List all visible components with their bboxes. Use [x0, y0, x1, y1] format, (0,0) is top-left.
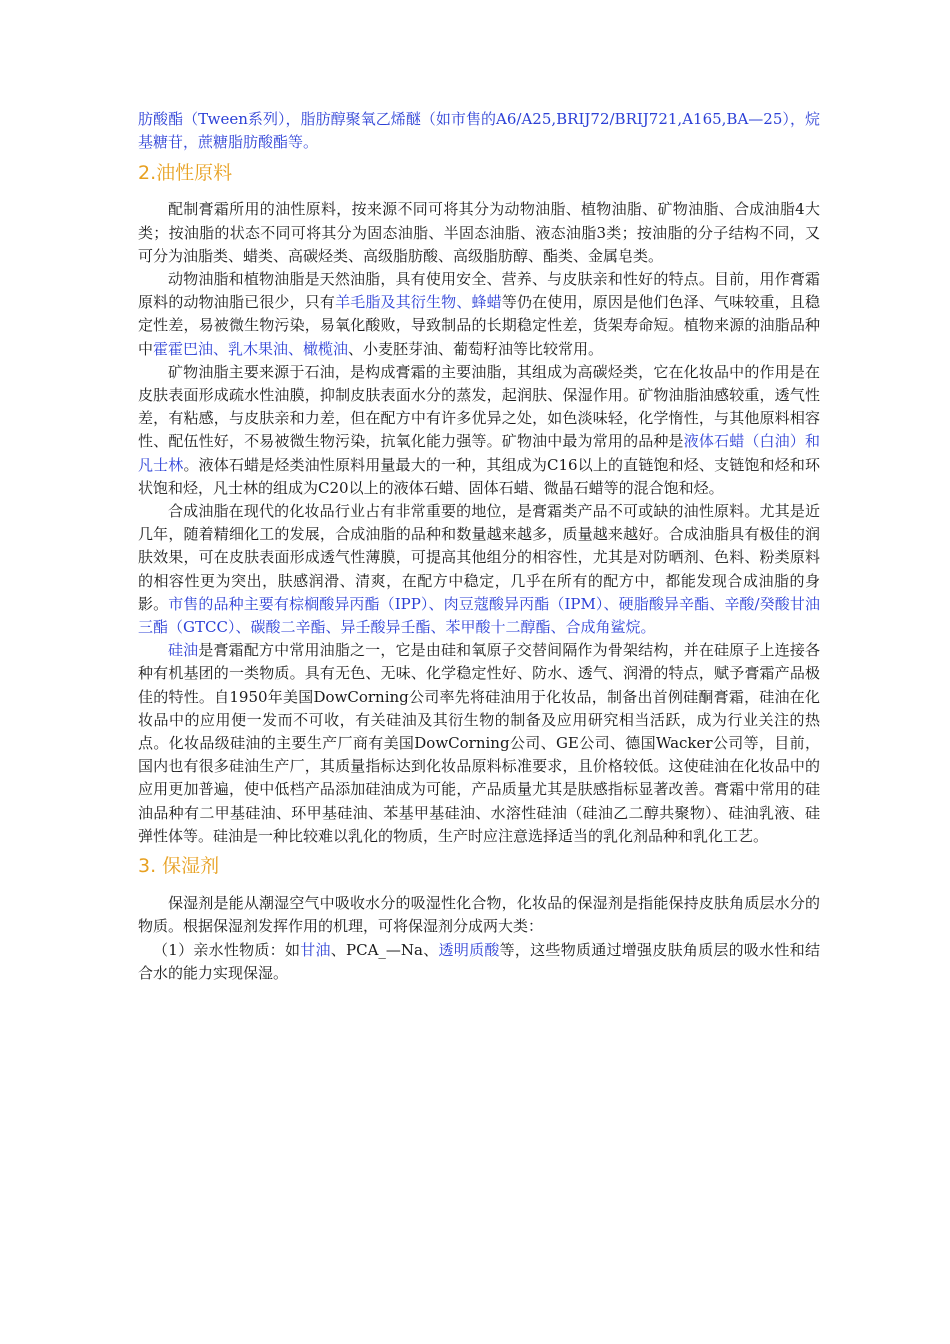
section-heading-humectants: 3. 保湿剂: [138, 855, 220, 878]
highlight-jojoba-shea-olive: 霍霍巴油、乳木果油、橄榄油: [153, 339, 349, 358]
document-page: [138, 108, 820, 985]
text-span: 矿物油脂主要来源于石油，是构成膏霜的主要油脂，其组成为高碳烃类，它在化妆品中的作用是在皮肤表面形成疏水性油膜，抑制皮肤表面水分的蒸发，起润肤、保湿作用。矿物油脂油感较重，透气性差，有粘感，与皮肤亲和力差，但在配方中有许多优异之处，如色淡味轻，化学惰性，与其他原料相容性、配伍性好，不易被微生物污染，抗氧化能力强等。矿物油中最为常用的品种是: [138, 362, 820, 451]
paragraph-mineral-oils: [138, 361, 820, 500]
text-span: 是膏霜配方中常用油脂之一，它是由硅和氧原子交替间隔作为骨架结构，并在硅原子上连接各种有机基团的一类物质。具有无色、无味、化学稳定性好、防水、透气、润滑的特点，赋予膏霜产品极佳的特性。自1950年美国DowCorning公司率先将硅油用于化妆品，制备出首例硅酮膏霜，硅油在化妆品中的应用便一发而不可收，有关硅油及其衍生物的制备及应用研究相当活跃，成为行业关注的热点。化妆品级硅油的主要生产厂商有美国DowCorning公司、GE公司、德国Wacker公司等，目前，国内也有很多硅油生产厂，其质量指标达到化妆品原料标准要求，且价格较低。这使硅油在化妆品中的应用更加普遍，使中低档产品添加硅油成为可能，产品质量尤其是肤感指标显著改善。膏霜中常用的硅油品种有二甲基硅油、环甲基硅油、苯基甲基硅油、水溶性硅油（硅油乙二醇共聚物）、硅油乳液、硅弹性体等。硅油是一种比较难以乳化的物质，生产时应注意选择适当的乳化剂品种和乳化工艺。: [138, 641, 820, 845]
intro-text: 肪酸酯（Tween系列），脂肪醇聚氧乙烯醚（如市售的A6/A25,BRIJ72/BRIJ721,A165,BA—25），烷基糖苷，蔗糖脂肪酸酯等。: [138, 110, 820, 152]
highlight-synthetic-products: 市售的品种主要有棕榈酸异丙酯（IPP）、肉豆蔻酸异丙酯（IPM）、硬脂酸异辛酯、辛酸/癸酸甘油三酯（GTCC）、碳酸二辛酯、异壬酸异壬酯、苯甲酸十二醇酯、合成角鲨烷。: [138, 594, 820, 637]
paragraph-humectant-definition: 保湿剂是能从潮湿空气中吸收水分的吸湿性化合物，化妆品的保湿剂是指能保持皮肤角质层水分的物质。根据保湿剂发挥作用的机理，可将保湿剂分成两大类：: [138, 894, 820, 936]
text-span: 、PCA_—Na、: [330, 940, 439, 959]
highlight-hyaluronic-acid: 透明质酸: [438, 940, 500, 959]
paragraph-animal-plant-oils: [138, 268, 820, 361]
text-span: 合成油脂在现代的化妆品行业占有非常重要的地位，是膏霜类产品不可或缺的油性原料。尤其是近几年，随着精细化工的发展，合成油脂的品种和数量越来越多，质量越来越好。合成油脂具有极佳的润肤效果，可在皮肤表面形成透气性薄膜，可提高其他组分的相容性，尤其是对防晒剂、色料、粉类原料的相容性更为突出，肤感润滑、清爽，在配方中稳定，几乎在所有的配方中，都能发现合成油脂的身影。: [138, 502, 820, 613]
paragraph-silicone-oils: [138, 639, 820, 848]
text-span: 等仍在使用，原因是他们色泽、气味较重，且稳定性差，易被微生物污染，易氧化酸败，导致制品的长期稳定性差，货架寿命短。植物来源的油脂品种中: [138, 293, 820, 358]
paragraph-synthetic-oils: [138, 500, 820, 639]
text-span: （1）亲水性物质：如: [153, 940, 301, 959]
highlight-glycerin: 甘油: [300, 940, 331, 959]
highlight-lanolin-beeswax: 羊毛脂及其衍生物、蜂蜡: [335, 293, 502, 312]
paragraph-oil-classification: 配制膏霜所用的油性原料，按来源不同可将其分为动物油脂、植物油脂、矿物油脂、合成油脂4大类；按油脂的状态不同可将其分为固态油脂、半固态油脂、液态油脂3类；按油脂的分子结构不同，又可分为油脂类、蜡类、高碳烃类、高级脂肪酸、高级脂肪醇、酯类、金属皂类。: [138, 200, 820, 265]
intro-paragraph: [138, 108, 820, 154]
highlight-silicone: 硅油: [168, 641, 199, 660]
text-span: 动物油脂和植物油脂是天然油脂，具有使用安全、营养、与皮肤亲和性好的特点。目前，用作膏霜原料的动物油脂已很少，只有: [138, 270, 820, 312]
text-span: 、小麦胚芽油、葡萄籽油等比较常用。: [348, 339, 604, 358]
text-span: 。液体石蜡是烃类油性原料用量最大的一种，其组成为C16以上的直链饱和烃、支链饱和烃和环状饱和烃，凡士林的组成为C20以上的液体石蜡、固体石蜡、微晶石蜡等的混合饱和烃。: [138, 455, 820, 497]
highlight-paraffin-vaseline: 液体石蜡（白油）和凡士林: [138, 432, 820, 474]
paragraph-hydrophilic-substances: [138, 939, 820, 985]
section-heading-oil-materials: 2.油性原料: [138, 162, 233, 185]
text-span: 等，这些物质通过增强皮肤角质层的吸水性和结合水的能力实现保湿。: [138, 940, 820, 982]
